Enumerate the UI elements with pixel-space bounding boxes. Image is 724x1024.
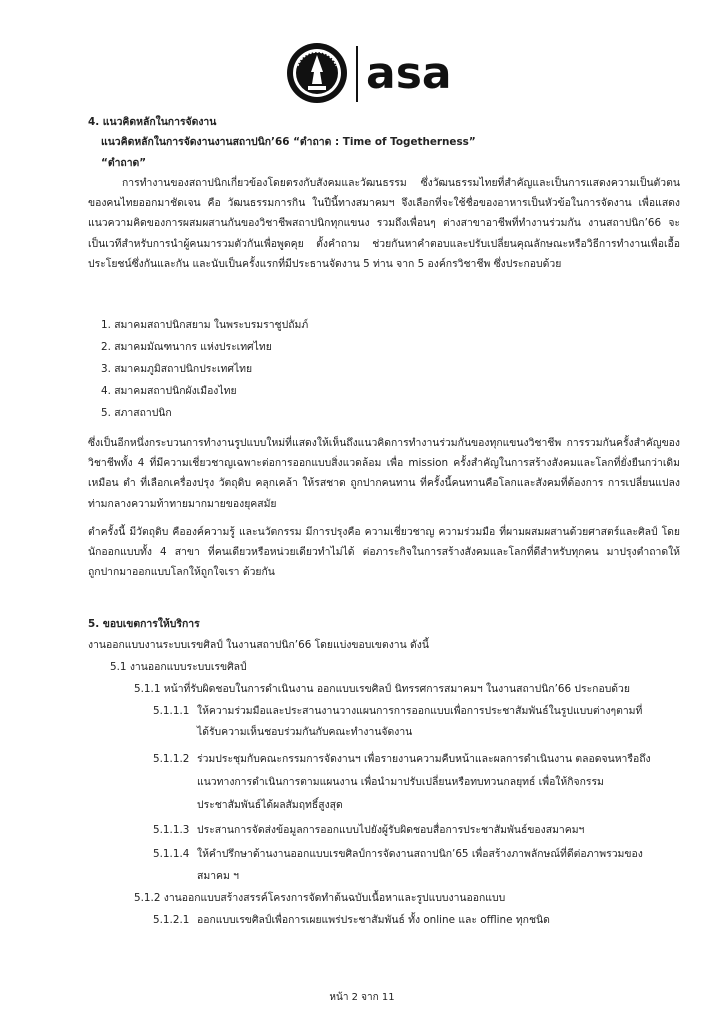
item-5-1-2: 5.1.2 งานออกแบบสร้างสรรค์โครงการจัดทำต้นฉบับเนื้อหาและรูปแบบงานออกแบบ <box>134 892 506 904</box>
sub-item-number: 5.1.2.1 <box>153 914 190 926</box>
section-4-heading: 4. แนวคิดหลักในการจัดงาน <box>88 116 217 128</box>
ingredients-paragraph: ตำครั้งนี้ มีวัตถุดิบ คือองค์ความรู้ และนวัตกรรม มีการปรุงคือ ความเชี่ยวชาญ ความร่วมมือ ที่ผามผสมผสานด้วยศาสตร์และศิลป์ โดยนักออกแบบทั้ง 4 สาขา ที่คนเดียวหรือหน่วยเดียวทำไม่ได้ ต่อภาระกิจในการสร้างสังคมและโลกที่ดีสำหรับทุกคน มาปรุงตำถาดให้ถูกปากมาออกแบบโลกให้ถูกใจเรา ด้วยกัน <box>88 526 680 579</box>
org-item-1: 1. สมาคมสถาปนิกสยาม ในพระบรมราชูปถัมภ์ <box>101 319 309 331</box>
sub-item-text: ออกแบบเรขศิลป์เพื่อการเผยแพร่ประชาสัมพันธ์ ทั้ง online และ offline ทุกชนิด <box>197 914 550 926</box>
item-5-1-1: 5.1.1 หน้าที่รับผิดชอบในการดำเนินงาน ออกแบบเรขศิลป์ นิทรรศการสมาคมฯ ในงานสถาปนิก’66 ประกอบด้วย <box>134 683 630 695</box>
page-number: หน้า 2 จาก 11 <box>329 992 395 1003</box>
section-5-intro: งานออกแบบงานระบบเรขศิลป์ ในงานสถาปนิก’66 โดยแบ่งขอบเขตงาน ดังนี้ <box>88 639 429 651</box>
page-header <box>0 42 724 108</box>
sub-item-text: ร่วมประชุมกับคณะกรรมการจัดงานฯ เพื่อรายงานความคืบหน้าและผลการดำเนินงาน ตลอดจนหารือถึง <box>197 753 651 765</box>
sub-item-text: สมาคม ฯ <box>197 870 239 882</box>
sub-item-text: ประชาสัมพันธ์ได้ผลสัมฤทธิ์สูงสุด <box>197 799 343 811</box>
org-item-3: 3. สมาคมภูมิสถาปนิกประเทศไทย <box>101 363 253 375</box>
collaboration-paragraph: ซึ่งเป็นอีกหนึ่งกระบวนการทำงานรูปแบบใหม่ที่แสดงให้เห็นถึงแนวคิดการทำงานร่วมกันของทุกแขนงวิชาชีพ การรวมกันครั้งสำคัญของวิชาชีพทั้ง 4 ที่มีความเชี่ยวชาญเฉพาะต่อการออกแบบสิ่งแวดล้อม เพื่อ mission ครั้งสำคัญในการสร้างสังคมและโลกที่ยั่งยืนกว่าเดิมเหมือน ตำ ที่เลือกเครื่องปรุง วัตถุดิบ คลุกเคล้า ให้รสชาด ถูกปากคนทาน ที่ครั้งนี้คนทานคือโลกและสังคมที่ต้องการ การเปลี่ยนแปลง ท่ามกลางความท้าทายมากมายของยุคสมัย <box>88 437 680 510</box>
sub-item-text: ประสานการจัดส่งข้อมูลการออกแบบไปยังผู้รับผิดชอบสื่อการประชาสัมพันธ์ของสมาคมฯ <box>197 824 585 836</box>
org-item-4: 4. สมาคมสถาปนิกผังเมืองไทย <box>101 385 237 397</box>
intro-paragraph: การทำงานของสถาปนิกเกี่ยวข้องโดยตรงกับสังคมและวัฒนธรรม ซึ่งวัฒนธรรมไทยที่สำคัญและเป็นการแสดงความเป็นตัวตนของคนไทยออกมาชัดเจน คือ วัฒนธรรมการกิน ในปีนี้ทางสมาคมฯ จึงเลือกที่จะใช้ชื่อของอาหารเป็นหัวข้อในการจัดงาน เพื่อแสดงแนวความคิดของการผสมผสานกันของวิชาชีพสถาปนิกทุกแขนง รวมถึงเพื่อนๆ ต่างสาขาอาชีพที่ทำงานร่วมกัน งานสถาปนิก’66 จะเป็นเวทีสำหรับการนำผู้คนมารวมตัวกันเพื่อพูดคุย ตั้งคำถาม ช่วยกันหาคำตอบและปรับเปลี่ยนคุณลักษณะหรือวิธีการทำงานเพื่อเอื้อประโยชน์ซึ่งกันและกัน และนับเป็นครั้งแรกที่มีประธานจัดงาน 5 ท่าน จาก 5 องค์กรวิชาชีพ ซึ่งประกอบด้วย <box>88 177 680 270</box>
sub-item-number: 5.1.1.4 <box>153 848 190 860</box>
logo-divider <box>356 46 358 102</box>
item-5-1: 5.1 งานออกแบบระบบเรขศิลป์ <box>110 661 247 673</box>
sub-item-number: 5.1.1.3 <box>153 824 190 836</box>
sub-item-text: แนวทางการดำเนินการตามแผนงาน เพื่อนำมาปรับเปลี่ยนหรือทบทวนกลยุทธ์ เพื่อให้กิจกรรม <box>197 776 604 788</box>
org-item-2: 2. สมาคมมัณฑนากร แห่งประเทศไทย <box>101 341 272 353</box>
asa-logo <box>366 50 454 96</box>
svg-text:asa: asa <box>366 50 452 96</box>
section-5-heading: 5. ขอบเขตการให้บริการ <box>88 618 200 630</box>
section-4-subheading: แนวคิดหลักในการจัดงานงานสถาปนิก’66 “ตำถาด : Time of Togetherness” <box>101 136 476 148</box>
sub-item-number: 5.1.1.1 <box>153 705 190 717</box>
association-seal-icon <box>286 42 348 104</box>
sub-item-text: ให้ความร่วมมือและประสานงานวางแผนการการออกแบบเพื่อการประชาสัมพันธ์ในรูปแบบต่างๆตามที่ <box>197 705 643 717</box>
sub-item-text: ได้รับความเห็นชอบร่วมกันกับคณะทำงานจัดงาน <box>197 726 413 738</box>
org-item-5: 5. สภาสถาปนิก <box>101 407 172 419</box>
sub-item-number: 5.1.1.2 <box>153 753 190 765</box>
sub-item-text: ให้คำปรึกษาด้านงานออกแบบเรขศิลป์การจัดงานสถาปนิก’65 เพื่อสร้างภาพลักษณ์ที่ดีต่อภาพรวมของ <box>197 848 643 860</box>
section-4-term: “ตำถาด” <box>101 157 147 169</box>
